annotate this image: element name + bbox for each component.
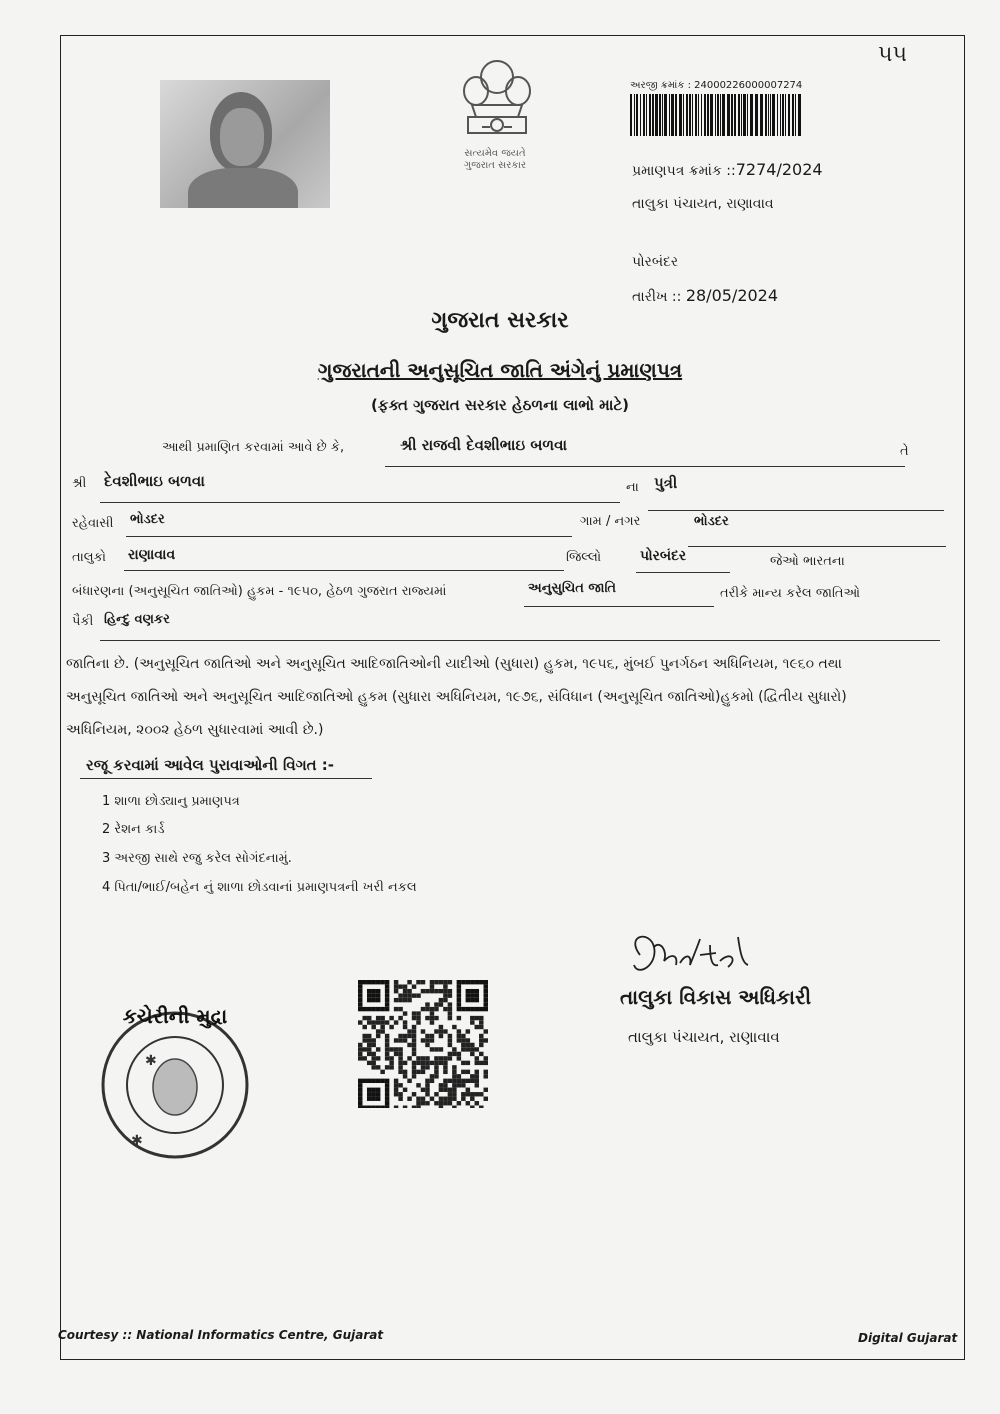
evidence-item: 4 પિતા/ભાઈ/બહેન નું શાળા છોડવાનાં પ્રમાણપત્રની ખરી નકલ [102,880,417,895]
certificate-number: પ્રમાણપત્ર ક્રમાંક ::7274/2024 [632,160,823,179]
government-heading: ગુજરાત સરકાર [431,308,569,333]
district-label: જિલ્લો [566,550,602,565]
taluka-value: રાણાવાવ [128,547,176,563]
resident-value: ભોડદર [130,512,165,527]
applicant-photo [160,80,330,208]
village-value: ભોડદર [694,514,729,529]
issuing-district: પોરબંદર [632,254,679,270]
handwritten-page-number: ૫૫ [878,42,907,67]
shri-label: શ્રી [72,476,87,491]
signatory-title: તાલુકા વિકાસ અધિકારી [620,985,812,1009]
recognized-text: તરીકે માન્ય કરેલ જાતિઓ [720,586,861,601]
footer-brand: Digital Gujarat [858,1331,958,1345]
officer-signature [620,925,760,985]
svg-text:✱: ✱ [145,1053,157,1069]
certificate-subtitle: (ફક્ત ગુજરાત સરકાર હેઠળના લાભો માટે) [370,396,630,414]
certificate-title: ગુજરાતની અનુસૂચિત જાતિ અંગેનું પ્રમાણપત્ર [317,358,683,382]
qr-code [358,980,488,1108]
svg-text:કચેરીની મુદ્રા: કચેરીની મુદ્રા [122,1004,228,1028]
resident-label: રહેવાસી [72,516,114,531]
caste-value: હિન્દુ વણકર [104,612,170,627]
evidence-heading: રજૂ કરવામાં આવેલ પુરાવાઓની વિગત :- [86,756,335,774]
village-label: ગામ / નગર [580,514,641,529]
footer-courtesy: Courtesy :: National Informatics Centre, Gujarat [58,1328,384,1342]
district-value: પોરબંદર [640,548,687,564]
relation: પુત્રી [654,474,678,492]
barcode [630,94,802,136]
among-label: પૈકી [72,614,94,629]
issuing-office: તાલુકા પંચાયત, રાણાવાવ [632,196,774,212]
legal-paragraph: જાતિના છે. (અનુસૂચિત જાતિઓ અને અનુસૂચિત આદિજાતિઓની યાદીઓ (સુધારા) હુકમ, ૧૯૫૬, મુંબઈ પુનર્ગઠન અધિનિયમ, ૧૯૬૦ તથા અનુસૂચિત જાતિઓ અને અનુસૂચિત આદિજાતિઓ હુકમ (સુધારા અધિનિયમ, ૧૯૭૬, સંવિધાન (અનુસૂચિત જાતિઓ)હુકમો (દ્વિતીય સુધારો) અધિનિયમ, ૨૦૦૨ હેઠળ સુધારવામાં આવી છે.) [66,656,847,738]
svg-text:✱: ✱ [131,1133,143,1149]
certify-prefix: આથી પ્રમાણિત કરવામાં આવે છે કે, [162,440,345,455]
evidence-item: 3 અરજી સાથે રજુ કરેલ સોગંદનામું. [102,851,292,866]
signatory-office: તાલુકા પંચાયત, રાણાવાવ [628,1028,780,1046]
who-india: જેઓ ભારતના [770,554,845,569]
evidence-item: 2 રેશન કાર્ડ [102,822,165,837]
issue-date: તારીખ :: 28/05/2024 [632,286,779,305]
name-suffix: તે [900,444,909,459]
taluka-label: તાલુકો [72,550,107,565]
office-seal-stamp [95,995,255,1165]
evidence-item: 1 શાળા છોડ્યાનુ પ્રમાણપત્ર [102,794,240,809]
of-label: ના [626,480,639,495]
father-name: દેવશીભાઇ બળવા [104,472,205,490]
application-number: અરજી ક્રમાંક : 24000226000007274 [630,80,803,91]
constitution-text: બંધારણના (અનુસૂચિત જાતિઓ) હુકમ - ૧૯૫૦, હેઠળ ગુજરાત રાજ્યમાં [72,584,447,599]
emblem-caption: સત્યમેવ જયતે ગુજરાત સરકાર [463,148,527,171]
applicant-name: શ્રી રાજવી દેવશીભાઇ બળવા [400,436,568,454]
category-value: અનુસુચિત જાતિ [528,581,617,596]
